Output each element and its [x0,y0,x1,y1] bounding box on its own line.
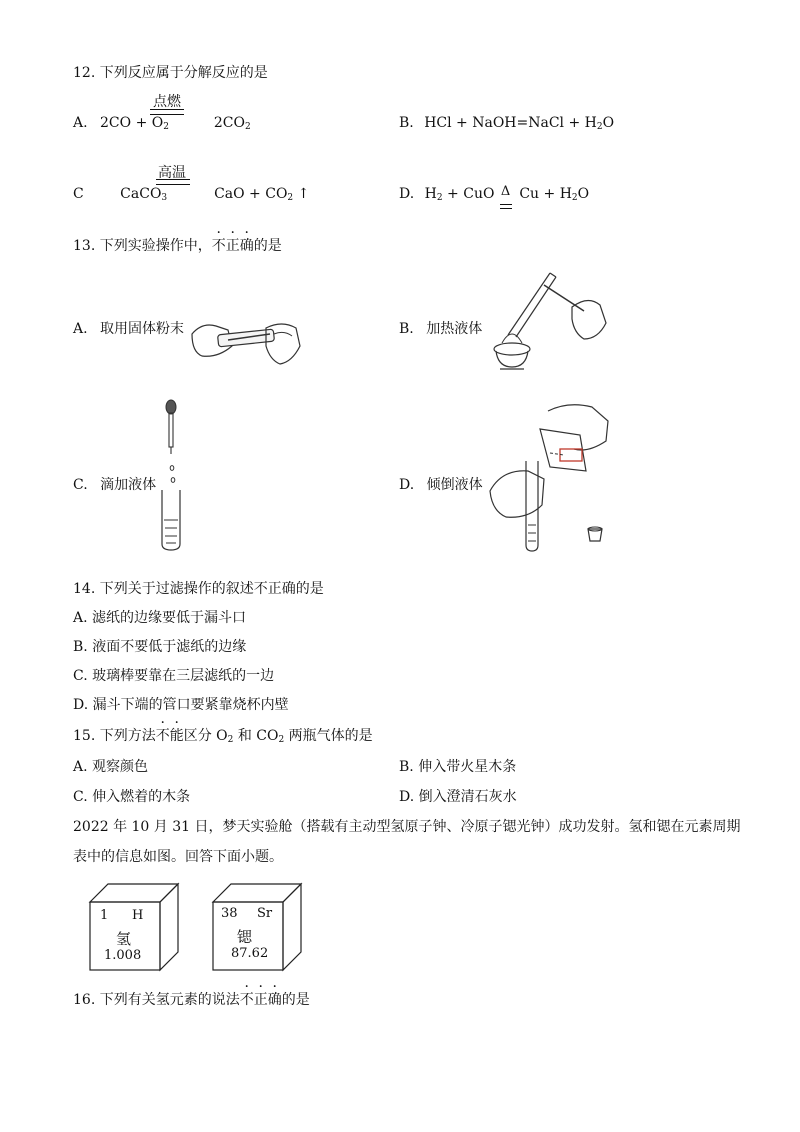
reaction-condition: 点燃 [153,94,181,110]
option-text: 加热液体 [426,321,483,337]
atomic-number: 38 [221,906,238,921]
passage-line-1: 2022 年 10 月 31 日，梦天实验舱（搭载有主动型氢原子钟、冷原子锶光钟）成功发射。氢和锶在元素周期 [73,819,741,835]
option-text: 滴加液体 [100,477,157,493]
option-label: B. [399,321,414,337]
equation: $H_2$ + CuO Δ $Cu + H_2O$ [425,186,590,202]
atomic-mass: 87.62 [231,946,269,961]
q13-stem: 13. 下列实验操作中，不正确的是 [73,238,282,254]
q13-option-c[interactable] [73,476,156,494]
q12-option-d[interactable] [399,185,589,207]
q14-stem: 14. 下列关于过滤操作的叙述不正确的是 [73,581,324,597]
equals-sign [156,179,190,185]
q14-option-b[interactable]: B. 液面不要低于滤纸的边缘 [73,639,247,655]
element-name: 氢 [116,930,132,948]
q12-option-a[interactable] [73,114,251,136]
option-label: A. [73,115,88,131]
q15-option-d[interactable]: D. 倒入澄清石灰水 [399,789,517,805]
option-text: 倾倒液体 [426,477,483,493]
q14-option-d[interactable]: D. 漏斗下端的管口要紧靠烧杯内壁 [73,697,289,713]
q14-option-c[interactable]: C. 玻璃棒要靠在三层滤纸的一边 [73,668,275,684]
q15-option-c[interactable]: C. 伸入燃着的木条 [73,789,191,805]
atomic-number: 1 [100,908,109,923]
heating-liquid-illustration [488,263,610,371]
products: CaO + $CO_2$ ↑ [214,186,310,203]
hydrogen-element-cell [86,880,180,976]
q12-stem: 12. 下列反应属于分解反应的是 [73,65,268,81]
equals-sign [150,109,184,115]
option-label: C. [73,477,88,493]
equation: HCl + NaOH=NaCl + $H_2O$ [424,115,615,132]
strontium-element-cell [209,880,303,976]
reactants: CaCO$_3$ [120,186,168,203]
reactants: $2CO + O_2$ [100,115,169,132]
option-label: D. [399,477,415,493]
element-symbol: H [132,908,144,923]
q12-option-c[interactable] [73,185,309,207]
q15-stem: 15. 下列方法不能区分 $O_2$ 和 $CO_2$ 两瓶气体的是 [73,728,373,745]
option-label: C [73,186,84,202]
products: $2CO_2$ [213,115,251,132]
option-label: B. [399,115,414,131]
reaction-condition: 高温 [158,165,186,181]
atomic-mass: 1.008 [104,948,142,963]
q13-option-d[interactable] [399,476,483,494]
q13-option-b[interactable] [399,320,482,338]
option-label: A. [73,321,88,337]
option-label: D. [399,186,415,202]
passage-line-2: 表中的信息如图。回答下面小题。 [73,849,283,865]
q14-option-a[interactable]: A. 滤纸的边缘要低于漏斗口 [73,610,247,626]
q12-option-b[interactable] [399,114,614,136]
element-symbol: Sr [257,906,273,921]
q15-option-b[interactable]: B. 伸入带火星木条 [399,759,517,775]
heat-symbol: Δ [500,184,511,199]
q15-option-a[interactable]: A. 观察颜色 [73,759,149,775]
q16-stem: 16. 下列有关氢元素的说法不正确的是 [73,992,310,1008]
pouring-liquid-illustration [488,401,614,553]
powder-in-tube-illustration [188,316,306,368]
dropper-illustration [158,398,188,552]
q13-option-a[interactable] [73,320,184,338]
option-text: 取用固体粉末 [100,321,185,337]
element-name: 锶 [237,928,253,946]
